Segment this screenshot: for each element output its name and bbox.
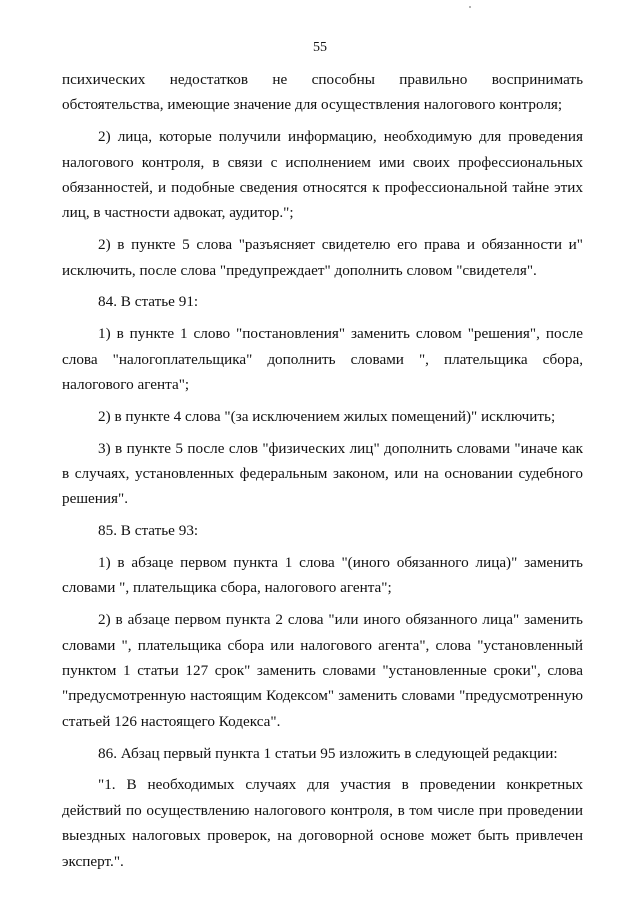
paragraph-86-quote: "1. В необходимых случаях для участия в проведении конкретных действий по осуществлению налогового контроля, в том числе при проведении выездных налоговых проверок, на договорной основе может быть привлечен эксперт.". (62, 776, 583, 870)
paragraph-84-item-1: 1) в пункте 1 слово "постановления" заменить словом "решения", после слова "налогоплательщика" дополнить словами ", плательщика сбора, налогового агента"; (62, 325, 583, 394)
paragraph-85-heading: 85. В статье 93: (98, 522, 199, 540)
paragraph-item-2-point-5: 2) в пункте 5 слова "разъясняет свидетелю его права и обязанности и" исключить, после слова "предупреждает" дополнить словом "свидетеля". (62, 236, 583, 279)
paragraph-85-item-1: 1) в абзаце первом пункта 1 слова "(иного обязанного лица)" заменить словами ", плательщика сбора, налогового агента"; (62, 554, 583, 597)
page-number: 55 (313, 40, 327, 55)
paragraph-continuation: психических недостатков не способны правильно воспринимать обстоятельства, имеющие значение для осуществления налогового контроля; (62, 71, 583, 114)
paragraph-84-heading: 84. В статье 91: (98, 293, 199, 311)
paragraph-85-item-2: 2) в абзаце первом пункта 2 слова "или иного обязанного лица" заменить словами ", плательщика сбора или налогового агента", слова "установленный пунктом 1 статьи 127 срок" заменить словами "установленные сроки", слова "предусмотренную настоящим Кодексом" заменить словами "предусмотренную статьей 126 настоящего Кодекса". (62, 611, 583, 730)
document-body (62, 67, 583, 880)
scan-mark (469, 6, 471, 8)
paragraph-86-heading: 86. Абзац первый пункта 1 статьи 95 изложить в следующей редакции: (98, 744, 558, 762)
paragraph-84-item-3: 3) в пункте 5 после слов "физических лиц" дополнить словами "иначе как в случаях, установленных федеральным законом, или на основании судебного решения". (62, 439, 583, 508)
paragraph-item-2-persons: 2) лица, которые получили информацию, необходимую для проведения налогового контроля, в связи с исполнением ими своих профессиональных обязанностей, и подобные сведения относятся к профессиональной тайне этих лиц, в частности адвокат, аудитор."; (62, 128, 583, 222)
paragraph-84-item-2: 2) в пункте 4 слова "(за исключением жилых помещений)" исключить; (98, 407, 556, 425)
